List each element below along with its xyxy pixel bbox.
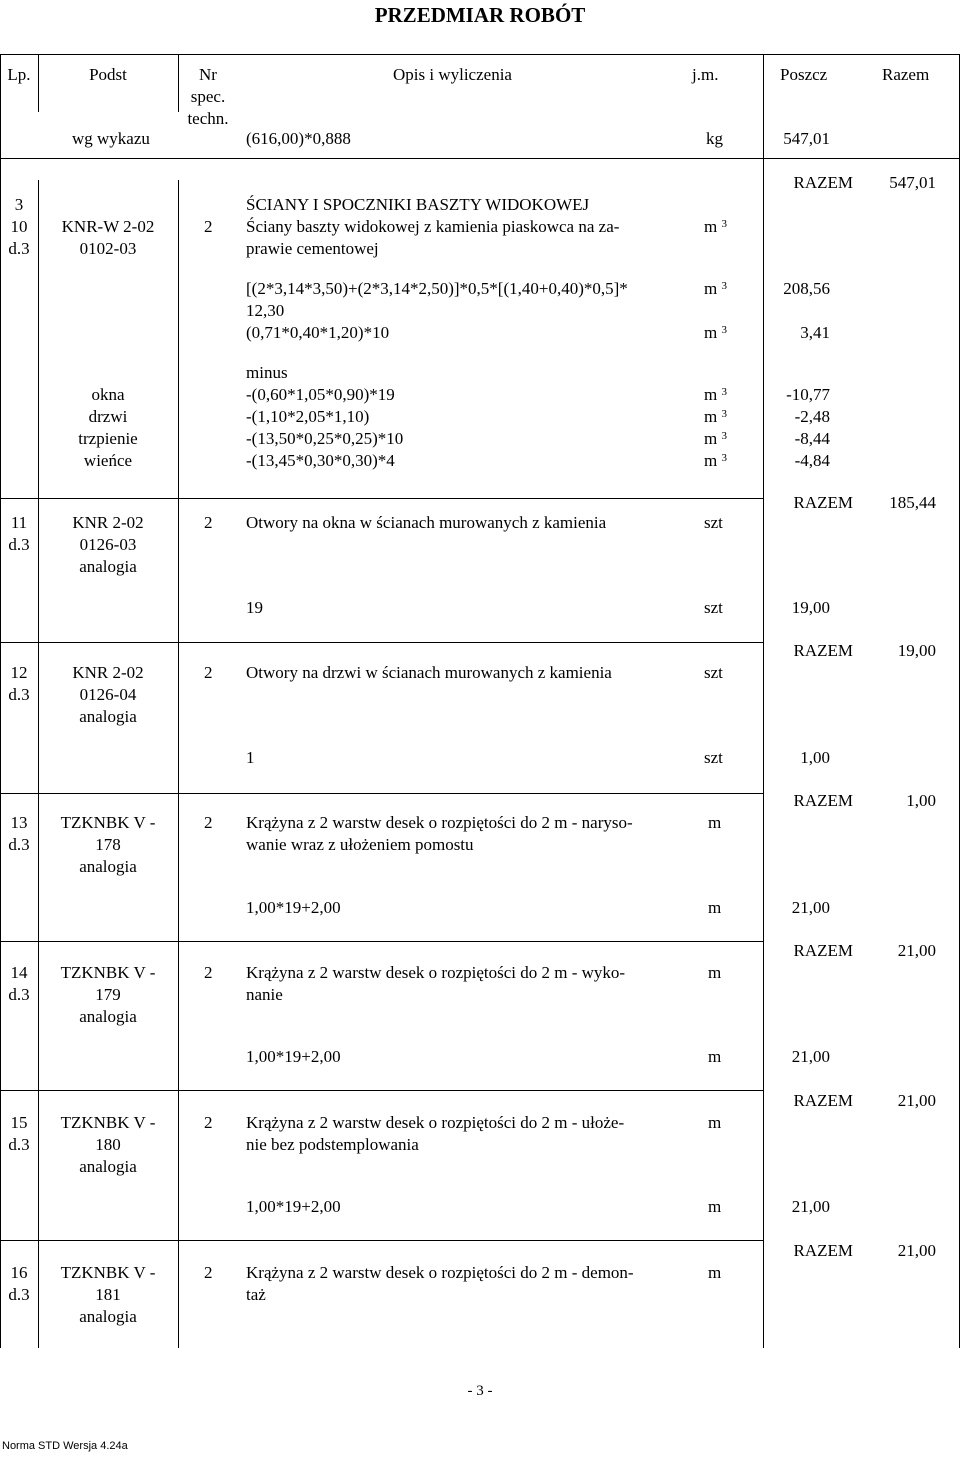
razem-label: RAZEM bbox=[793, 941, 853, 960]
calc-unit: szt bbox=[704, 598, 723, 617]
item-description-line: Krążyna z 2 warstw desek o rozpiętości do 2 m - ułoże- bbox=[246, 1113, 625, 1132]
item-14-calc-bottom-rule bbox=[0, 1090, 764, 1091]
calc-label: trzpienie bbox=[78, 429, 138, 448]
unit-text: m bbox=[704, 323, 718, 342]
calc-formula: minus bbox=[246, 363, 288, 382]
item-lp-number: 11 bbox=[10, 513, 28, 532]
item-description bbox=[246, 1112, 624, 1156]
item-lp-number: 15 bbox=[10, 1113, 28, 1132]
unit-superscript: 3 bbox=[721, 386, 727, 398]
item-unit: m bbox=[708, 813, 722, 832]
calc-formula: 1,00*19+2,00 bbox=[246, 1197, 341, 1216]
calc-formula: -(13,50*0,25*0,25)*10 bbox=[246, 429, 404, 448]
razem-label: RAZEM bbox=[793, 1091, 853, 1110]
carry-over-unit: kg bbox=[706, 129, 723, 148]
calc-formula: -(13,45*0,30*0,30)*4 bbox=[246, 451, 395, 470]
item-unit: m bbox=[708, 1263, 722, 1282]
item-13-calc-bottom-rule bbox=[0, 941, 764, 942]
item-lp bbox=[0, 512, 38, 556]
header-nr-spec-line: techn. bbox=[187, 109, 229, 128]
item-podst bbox=[38, 662, 178, 728]
item-spec: 2 bbox=[204, 217, 213, 236]
item-lp bbox=[0, 962, 38, 1006]
calc-value: -8,44 bbox=[794, 429, 830, 448]
calc-value: -2,48 bbox=[794, 407, 830, 426]
calc-unit: m bbox=[708, 1047, 722, 1066]
razem-value: 185,44 bbox=[889, 493, 936, 512]
item-podst bbox=[38, 812, 178, 878]
header-podst: Podst bbox=[89, 65, 127, 84]
unit-superscript: 3 bbox=[721, 430, 727, 442]
razem-label: RAZEM bbox=[793, 493, 853, 512]
item-lp-ref: d.3 bbox=[8, 1135, 30, 1154]
col-line-2 bbox=[178, 180, 179, 1348]
item-spec: 2 bbox=[204, 513, 213, 532]
item-lp bbox=[0, 216, 38, 260]
carry-over-value: 547,01 bbox=[783, 129, 830, 148]
calc-unit bbox=[704, 384, 727, 406]
item-podst-line: 0126-04 bbox=[79, 685, 137, 704]
calc-formula: -(0,60*1,05*0,90)*19 bbox=[246, 385, 395, 404]
razem-label: RAZEM bbox=[793, 641, 853, 660]
item-lp-ref: d.3 bbox=[8, 535, 30, 554]
item-podst-line: KNR-W 2-02 bbox=[61, 217, 155, 236]
item-15-calc-bottom-rule bbox=[0, 1240, 764, 1241]
item-podst-line: analogia bbox=[79, 1157, 137, 1176]
unit-superscript: 3 bbox=[721, 452, 727, 464]
item-spec: 2 bbox=[204, 1113, 213, 1132]
item-lp-ref: d.3 bbox=[8, 1285, 30, 1304]
item-podst-line: analogia bbox=[79, 557, 137, 576]
header-lp: Lp. bbox=[7, 65, 31, 84]
item-spec: 2 bbox=[204, 1263, 213, 1282]
calc-unit: m bbox=[708, 898, 722, 917]
calc-unit bbox=[704, 450, 727, 472]
calc-unit bbox=[704, 322, 727, 344]
item-podst-line: KNR 2-02 bbox=[72, 513, 144, 532]
header-bottom-rule bbox=[0, 158, 960, 159]
unit-superscript: 3 bbox=[721, 280, 727, 292]
razem-value: 21,00 bbox=[897, 1241, 936, 1260]
razem-value: 21,00 bbox=[897, 941, 936, 960]
item-description bbox=[246, 1262, 634, 1306]
item-unit: szt bbox=[704, 663, 723, 682]
calc-formula: 1 bbox=[246, 748, 255, 767]
item-podst-line: 179 bbox=[95, 985, 121, 1004]
calc-value: 1,00 bbox=[800, 748, 830, 767]
unit-superscript: 3 bbox=[721, 324, 727, 336]
item-description-line: wanie wraz z ułożeniem pomostu bbox=[246, 835, 474, 854]
item-lp-number: 16 bbox=[10, 1263, 28, 1282]
item-podst-line: 178 bbox=[95, 835, 121, 854]
item-description: Otwory na okna w ścianach murowanych z kamienia bbox=[246, 513, 607, 532]
item-spec: 2 bbox=[204, 963, 213, 982]
item-description bbox=[246, 962, 625, 1006]
item-podst-line: analogia bbox=[79, 1307, 137, 1326]
item-lp bbox=[0, 1112, 38, 1156]
unit-text: m bbox=[704, 451, 718, 470]
col-line-razem bbox=[763, 54, 764, 1348]
calc-formula: 1,00*19+2,00 bbox=[246, 1047, 341, 1066]
item-podst-line: 0126-03 bbox=[79, 535, 137, 554]
item-lp-ref: d.3 bbox=[8, 685, 30, 704]
item-podst-line: TZKNBK V - bbox=[60, 813, 156, 832]
unit-text: m bbox=[704, 407, 718, 426]
item-description-line: Krążyna z 2 warstw desek o rozpiętości do 2 m - naryso- bbox=[246, 813, 633, 832]
header-opis: Opis i wyliczenia bbox=[393, 65, 512, 84]
calc-label: wieńce bbox=[83, 451, 133, 470]
calc-unit bbox=[704, 278, 727, 300]
item-description-line: nie bez podstemplowania bbox=[246, 1135, 419, 1154]
razem-value: 547,01 bbox=[889, 173, 936, 192]
item-unit: szt bbox=[704, 513, 723, 532]
header-top-rule bbox=[0, 54, 960, 55]
item-unit: m bbox=[708, 963, 722, 982]
item-lp bbox=[0, 812, 38, 856]
unit-text: m bbox=[704, 217, 718, 236]
item-podst-line: KNR 2-02 bbox=[72, 663, 144, 682]
header-nr-spec bbox=[178, 64, 238, 130]
item-lp bbox=[0, 1262, 38, 1306]
razem-label: RAZEM bbox=[793, 1241, 853, 1260]
item-podst bbox=[38, 962, 178, 1028]
item-podst-line: analogia bbox=[79, 1007, 137, 1026]
header-nr-spec-line: spec. bbox=[190, 87, 226, 106]
calc-value: 21,00 bbox=[791, 898, 830, 917]
calc-value: 19,00 bbox=[791, 598, 830, 617]
page-number: - 3 - bbox=[467, 1383, 493, 1399]
carry-over-label: wg wykazu bbox=[72, 129, 150, 148]
item-podst bbox=[38, 512, 178, 578]
item-12-calc-bottom-rule bbox=[0, 793, 764, 794]
item-podst-line: TZKNBK V - bbox=[60, 1113, 156, 1132]
section-title: ŚCIANY I SPOCZNIKI BASZTY WIDOKOWEJ bbox=[246, 195, 590, 214]
calc-unit: szt bbox=[704, 748, 723, 767]
calc-formula: -(1,10*2,05*1,10) bbox=[246, 407, 370, 426]
calc-value: 208,56 bbox=[783, 279, 830, 298]
item-description: Otwory na drzwi w ścianach murowanych z kamienia bbox=[246, 663, 612, 682]
item-lp-number: 13 bbox=[10, 813, 28, 832]
item-lp-number: 14 bbox=[10, 963, 28, 982]
item-podst-line: 181 bbox=[95, 1285, 121, 1304]
item-description bbox=[246, 216, 619, 260]
calc-formula: 12,30 bbox=[246, 301, 285, 320]
calc-formula: 19 bbox=[246, 598, 263, 617]
razem-label: RAZEM bbox=[793, 173, 853, 192]
item-lp-number: 12 bbox=[10, 663, 28, 682]
item-podst-line: TZKNBK V - bbox=[60, 1263, 156, 1282]
item-podst-line: TZKNBK V - bbox=[60, 963, 156, 982]
calc-value: -10,77 bbox=[786, 385, 830, 404]
razem-value: 1,00 bbox=[906, 791, 936, 810]
page-title: PRZEDMIAR ROBÓT bbox=[374, 3, 586, 27]
item-description-line: prawie cementowej bbox=[246, 239, 379, 258]
unit-text: m bbox=[704, 429, 718, 448]
item-spec: 2 bbox=[204, 663, 213, 682]
header-nr-spec-line: Nr bbox=[199, 65, 217, 84]
item-description-line: Krążyna z 2 warstw desek o rozpiętości do 2 m - wyko- bbox=[246, 963, 626, 982]
item-podst-line: analogia bbox=[79, 707, 137, 726]
calc-value: -4,84 bbox=[794, 451, 830, 470]
razem-label: RAZEM bbox=[793, 791, 853, 810]
item-podst bbox=[38, 1262, 178, 1328]
item-podst bbox=[38, 1112, 178, 1178]
item-unit bbox=[704, 216, 727, 238]
calc-formula: [(2*3,14*3,50)+(2*3,14*2,50)]*0,5*[(1,40+0,40)*0,5]* bbox=[246, 279, 628, 298]
calc-value: 21,00 bbox=[791, 1197, 830, 1216]
header-razem: Razem bbox=[882, 65, 930, 84]
item-podst-line: 180 bbox=[95, 1135, 121, 1154]
item-spec: 2 bbox=[204, 813, 213, 832]
item-podst bbox=[38, 216, 178, 260]
calc-label: drzwi bbox=[88, 407, 128, 426]
unit-text: m bbox=[704, 279, 718, 298]
calc-formula: (0,71*0,40*1,20)*10 bbox=[246, 323, 390, 342]
section-lp: 3 bbox=[14, 195, 24, 214]
item-description bbox=[246, 812, 633, 856]
footer-version: Norma STD Wersja 4.24a bbox=[2, 1440, 128, 1452]
unit-text: m bbox=[704, 385, 718, 404]
item-podst-line: analogia bbox=[79, 857, 137, 876]
item-lp-ref: d.3 bbox=[8, 835, 30, 854]
razem-value: 21,00 bbox=[897, 1091, 936, 1110]
item-podst-line: 0102-03 bbox=[79, 239, 137, 258]
calc-unit bbox=[704, 406, 727, 428]
item-description-line: nanie bbox=[246, 985, 283, 1004]
calc-unit bbox=[704, 428, 727, 450]
item-lp-ref: d.3 bbox=[8, 985, 30, 1004]
item-description-line: Krążyna z 2 warstw desek o rozpiętości do 2 m - demon- bbox=[246, 1263, 634, 1282]
header-jm: j.m. bbox=[692, 65, 719, 84]
calc-unit: m bbox=[708, 1197, 722, 1216]
header-poszcz: Poszcz bbox=[780, 65, 828, 84]
item-10-calc-bottom-rule bbox=[0, 498, 764, 499]
unit-superscript: 3 bbox=[721, 408, 727, 420]
razem-value: 19,00 bbox=[897, 641, 936, 660]
calc-formula: 1,00*19+2,00 bbox=[246, 898, 341, 917]
calc-value: 3,41 bbox=[800, 323, 830, 342]
item-description-line: taż bbox=[246, 1285, 266, 1304]
item-description-line: Ściany baszty widokowej z kamienia piaskowca na za- bbox=[246, 217, 620, 236]
carry-over-formula: (616,00)*0,888 bbox=[246, 129, 351, 148]
item-11-calc-bottom-rule bbox=[0, 642, 764, 643]
calc-label: okna bbox=[91, 385, 125, 404]
calc-value: 21,00 bbox=[791, 1047, 830, 1066]
unit-superscript: 3 bbox=[721, 218, 727, 230]
item-lp-ref: d.3 bbox=[8, 239, 30, 258]
item-unit: m bbox=[708, 1113, 722, 1132]
item-lp-number: 10 bbox=[10, 217, 28, 236]
item-lp bbox=[0, 662, 38, 706]
